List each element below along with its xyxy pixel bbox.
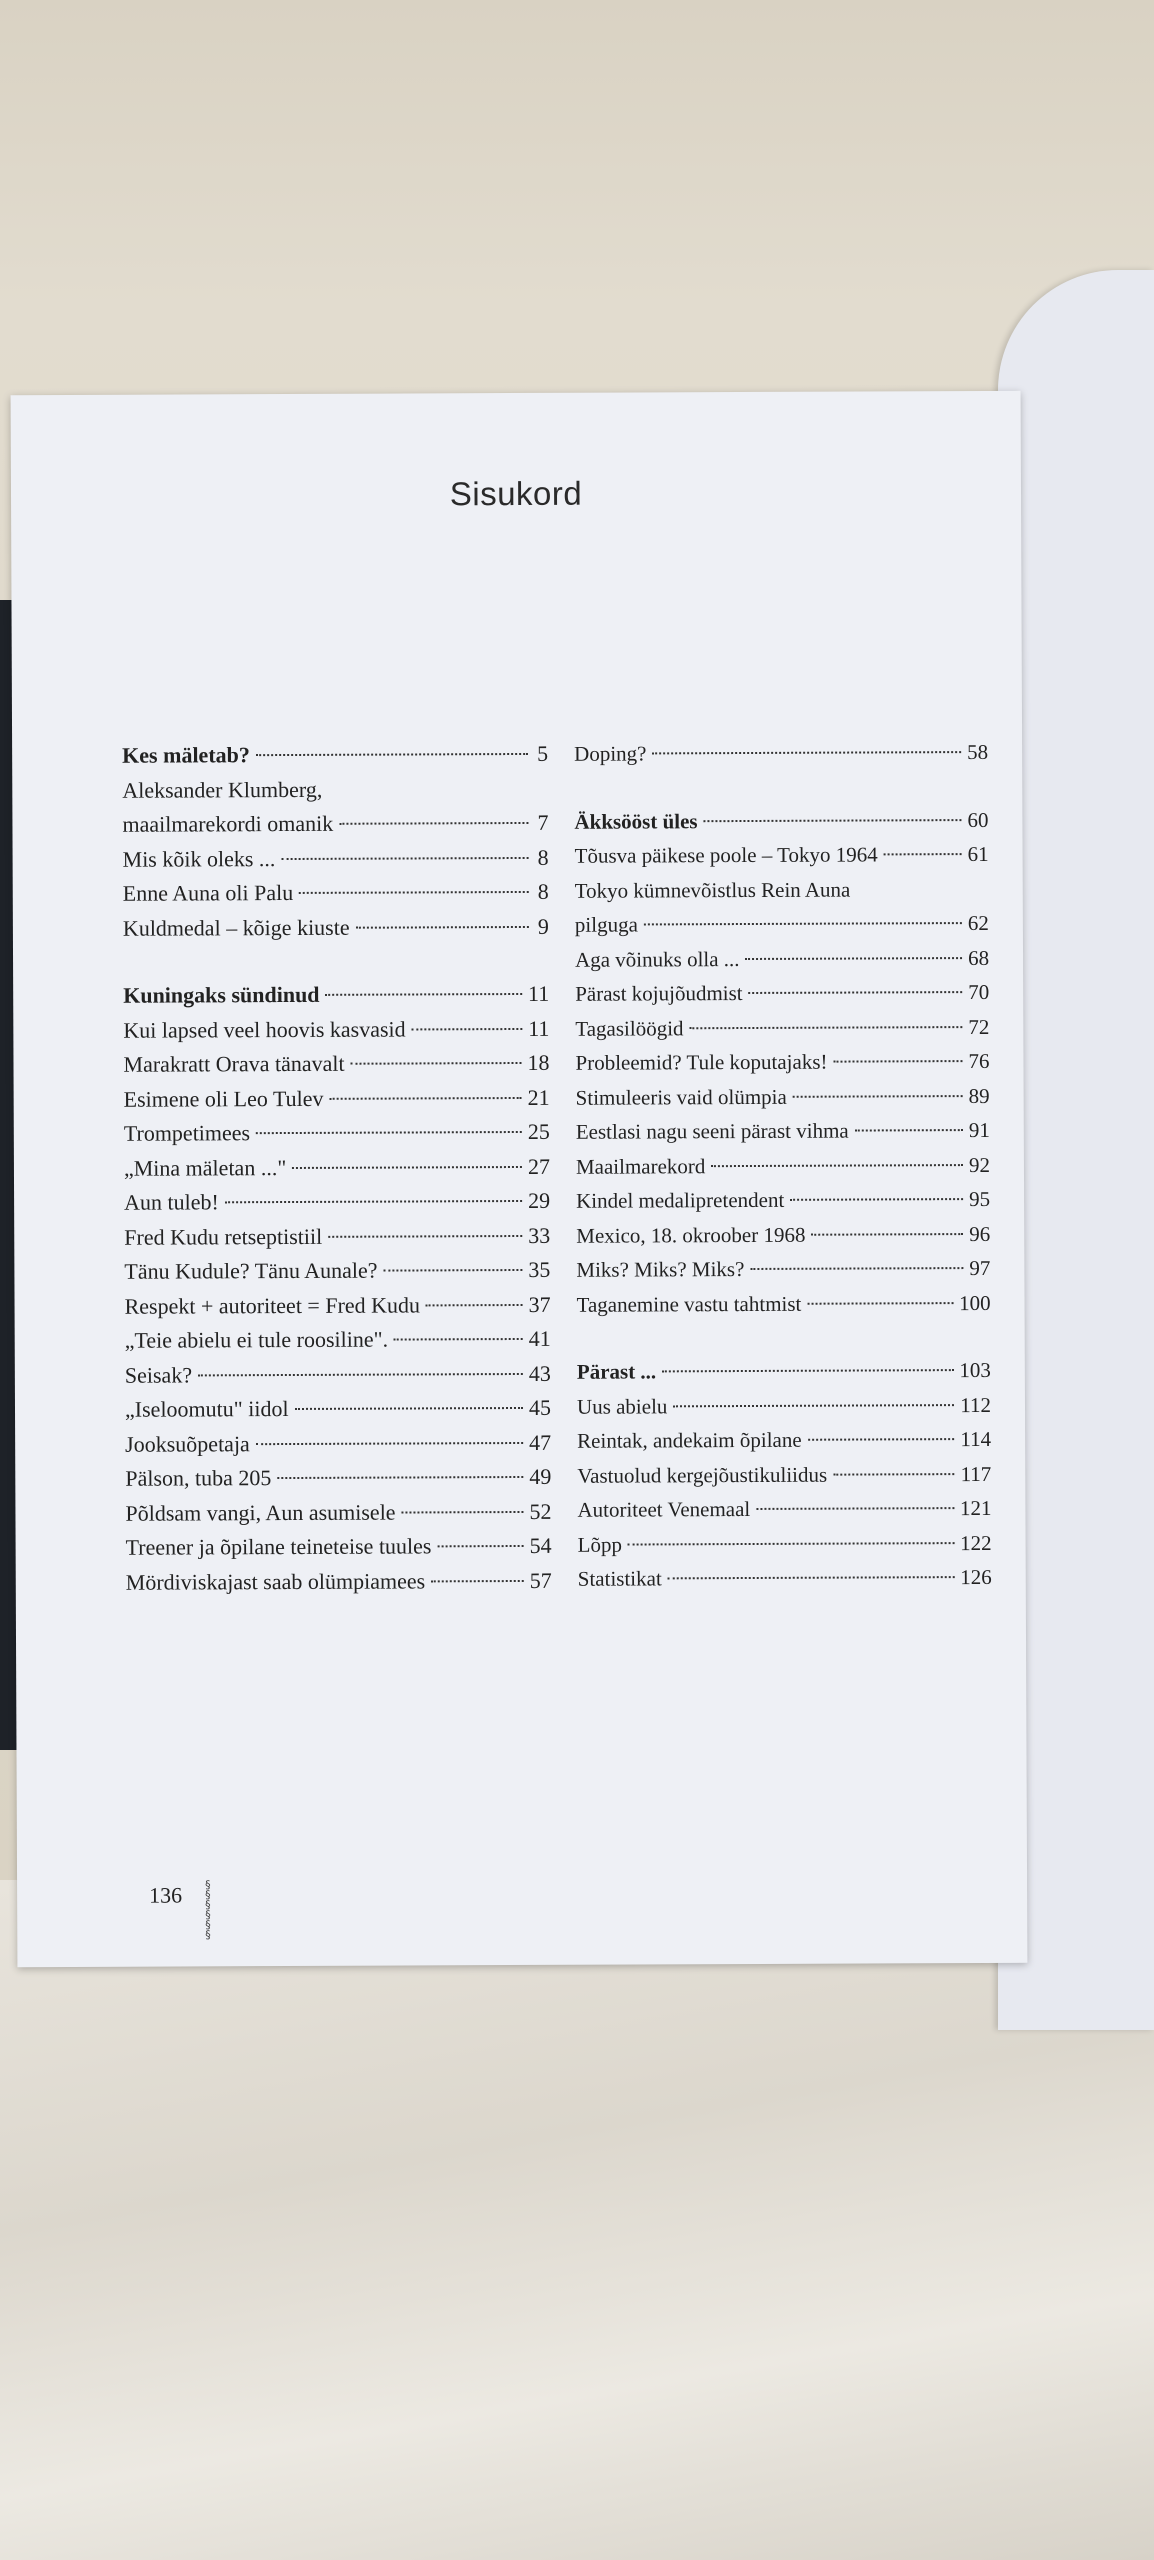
toc-entry — [577, 1456, 991, 1492]
toc-entry — [123, 1011, 549, 1047]
toc-entry-page: 11 — [528, 1015, 550, 1041]
toc-entry-page: 52 — [529, 1498, 552, 1524]
dot-leader — [808, 1438, 955, 1441]
toc-entry-page: 18 — [527, 1049, 550, 1075]
dot-leader — [295, 1407, 523, 1410]
toc-entry-page: 57 — [529, 1567, 552, 1593]
dot-leader — [711, 1164, 963, 1167]
dot-leader — [225, 1200, 522, 1203]
toc-entry-page: 112 — [960, 1392, 992, 1417]
toc-entry — [125, 1460, 551, 1496]
toc-entry-title: Trompetimees — [123, 1120, 251, 1146]
toc-entry — [578, 1560, 992, 1596]
toc-entry-page: 62 — [967, 910, 989, 936]
toc-entry-title: „Mina mäletan ..." — [123, 1154, 287, 1181]
toc-entry — [577, 1491, 991, 1527]
toc-entry-page: 103 — [959, 1357, 991, 1383]
cloth-background — [0, 1880, 1154, 2560]
toc-entry-title: Kes mäletab? — [122, 742, 250, 768]
toc-entry-title: Miks? Miks? Miks? — [576, 1257, 745, 1282]
toc-entry — [575, 1009, 989, 1045]
toc-entry — [576, 1147, 990, 1183]
dot-leader — [644, 922, 962, 925]
toc-entry — [574, 735, 988, 771]
toc-entry-title: Mördiviskajast saab olümpiamees — [125, 1567, 426, 1595]
dot-leader — [690, 1026, 963, 1029]
toc-entry-title: Tokyo kümnevõistlus Rein Auna — [574, 877, 851, 903]
dot-leader — [328, 1234, 522, 1237]
toc-entry-page: 43 — [528, 1360, 551, 1386]
dot-leader — [749, 991, 963, 994]
dot-leader — [281, 856, 528, 859]
toc-entry — [125, 1494, 551, 1530]
toc-entry-page: 54 — [529, 1532, 552, 1558]
toc-entry — [125, 1356, 551, 1392]
dot-leader — [833, 1060, 962, 1063]
toc-entry-page: 97 — [969, 1255, 991, 1281]
toc-entry-title: Pärast kojujõudmist — [575, 981, 743, 1006]
toc-entry-title: Respekt + autoriteet = Fred Kudu — [124, 1291, 421, 1319]
toc-entry-title: Põldsam vangi, Aun asumisele — [125, 1499, 396, 1526]
dot-leader — [793, 1095, 963, 1098]
dot-leader — [431, 1579, 524, 1581]
toc-entry-title: Seisak? — [124, 1361, 193, 1388]
toc-entry-page: 89 — [968, 1083, 990, 1108]
toc-entry-title: Kuningaks sündinud — [123, 981, 320, 1008]
toc-entry-title: Tänu Kudule? Tänu Aunale? — [124, 1257, 378, 1284]
toc-entry — [124, 1218, 550, 1254]
toc-entry-title: Doping? — [574, 741, 647, 766]
toc-entry-title: Enne Auna oli Palu — [122, 879, 294, 906]
toc-entry-page: 5 — [537, 740, 549, 766]
toc-entry-title: Aga võinuks olla ... — [574, 946, 740, 972]
toc-entry — [576, 1113, 990, 1149]
toc-entry-page: 8 — [537, 844, 549, 870]
toc-entry — [576, 1078, 990, 1114]
toc-entry — [122, 771, 548, 842]
dot-leader — [256, 1441, 523, 1444]
toc-entry-title: Vastuolud kergejõustikuliidus — [577, 1462, 828, 1488]
toc-entry — [123, 1046, 549, 1082]
dot-leader — [412, 1027, 523, 1029]
toc-entry — [124, 1115, 550, 1151]
toc-entry — [124, 1253, 550, 1289]
toc-entry — [576, 1216, 990, 1252]
toc-entry-page: 100 — [958, 1290, 991, 1315]
dot-leader — [790, 1198, 963, 1201]
toc-entry-page: 70 — [968, 979, 990, 1005]
toc-entry — [126, 1563, 552, 1599]
dot-leader — [807, 1302, 953, 1305]
toc-entry-page: 11 — [527, 980, 550, 1006]
toc-entry — [576, 1182, 990, 1218]
dot-leader — [746, 957, 963, 960]
toc-entry-page: 76 — [968, 1048, 990, 1074]
dot-leader — [299, 891, 529, 894]
toc-entry-page: 92 — [968, 1152, 990, 1177]
toc-entry — [122, 737, 548, 773]
toc-entry-title: Maailmarekord — [575, 1153, 706, 1179]
toc-entry-title: Eestlasi nagu seeni pärast vihma — [575, 1118, 849, 1144]
toc-entry — [576, 1285, 990, 1321]
toc-entry-page: 21 — [527, 1084, 550, 1110]
toc-entry-title: Taganemine vastu tahtmist — [576, 1291, 802, 1317]
toc-entry-title: Äkksööst üles — [574, 808, 698, 834]
toc-entry-title: Autoriteet Venemaal — [577, 1496, 751, 1522]
toc-entry-page: 122 — [960, 1530, 992, 1555]
toc-entry-title: Pälson, tuba 205 — [125, 1465, 272, 1491]
toc-entry-page: 68 — [967, 945, 990, 970]
toc-entry-page: 47 — [529, 1429, 552, 1455]
toc-entry — [577, 1422, 991, 1458]
dot-leader — [662, 1369, 953, 1372]
toc-entry — [574, 802, 988, 838]
toc-entry — [123, 977, 549, 1013]
toc-entry — [123, 875, 549, 911]
toc-entry-page: 33 — [528, 1222, 551, 1248]
dot-leader — [704, 819, 962, 822]
toc-entry-title: Kuldmedal – kõige kiuste — [122, 914, 350, 941]
toc-entry-page: 72 — [968, 1014, 990, 1039]
toc-entry — [577, 1353, 991, 1389]
toc-entry-page: 35 — [528, 1256, 551, 1282]
toc-entry-title: Stimuleeris vaid olümpia — [575, 1084, 787, 1110]
toc-entry — [125, 1391, 551, 1427]
dot-leader — [394, 1338, 523, 1341]
toc-entry-title: Treener ja õpilane teineteise tuules — [125, 1533, 432, 1560]
toc-entry — [575, 1044, 989, 1080]
dot-leader — [292, 1165, 522, 1168]
toc-entry-title: Kindel medalipretendent — [576, 1187, 785, 1213]
dot-leader — [426, 1303, 523, 1305]
toc-entry-title: Lõpp — [577, 1532, 622, 1557]
toc-entry-title: Pärast ... — [576, 1359, 657, 1384]
toc-entry — [125, 1425, 551, 1461]
toc-entry — [124, 1184, 550, 1220]
toc-entry — [575, 940, 989, 976]
toc-entry-title: Aleksander Klumberg, — [122, 776, 323, 803]
dot-leader — [356, 925, 529, 928]
toc-entry — [124, 1287, 550, 1323]
toc-entry-page: 29 — [528, 1187, 551, 1213]
toc-entry-title: „Teie abielu ei tule roosiline". — [124, 1326, 389, 1353]
toc-entry-page: 96 — [969, 1221, 991, 1246]
dot-leader — [351, 1062, 522, 1065]
dot-leader — [750, 1267, 963, 1270]
toc-entry-page: 61 — [967, 841, 989, 867]
dot-leader — [256, 1131, 522, 1134]
toc-entry — [123, 840, 549, 876]
toc-entry-title: Uus abielu — [576, 1393, 668, 1419]
toc-entry-page: 45 — [528, 1394, 552, 1420]
toc-entry — [575, 871, 989, 942]
toc-entry-page: 9 — [537, 913, 549, 939]
toc-entry-title: Reintak, andekaim õpilane — [577, 1427, 802, 1453]
page-number: 136 — [149, 1882, 183, 1908]
toc-entry-page: 58 — [967, 739, 989, 765]
toc-entry-title: Aun tuleb! — [124, 1189, 219, 1215]
toc-entry-page: 121 — [959, 1495, 992, 1521]
page-ornament — [205, 1880, 221, 1940]
toc-entry-page: 114 — [960, 1426, 992, 1452]
toc-entry — [125, 1322, 551, 1358]
toc-entry — [126, 1529, 552, 1565]
toc-entry-title: Marakratt Orava tänavalt — [123, 1050, 345, 1077]
toc-entry-title: Fred Kudu retseptistiil — [124, 1223, 323, 1250]
toc-entry — [123, 909, 549, 945]
toc-entry-page: 27 — [527, 1153, 550, 1179]
toc-entry-title: maailmarekordi omanik — [122, 810, 334, 837]
toc-entry-page: 49 — [529, 1463, 552, 1489]
toc-entry-title: Kui lapsed veel hoovis kasvasid — [123, 1015, 406, 1043]
dot-leader — [811, 1233, 963, 1236]
dot-leader — [884, 853, 962, 855]
toc-entry-page: 95 — [969, 1186, 991, 1212]
toc-entry-page: 117 — [960, 1461, 992, 1486]
toc-entry — [578, 1525, 992, 1561]
toc-entry-title: pilguga — [574, 912, 638, 937]
dot-leader — [277, 1476, 523, 1479]
toc-entry — [575, 837, 989, 873]
dot-leader — [256, 753, 528, 756]
page-title: Sisukord — [449, 474, 583, 513]
toc-right-column — [574, 735, 992, 1596]
toc-entry-title: Tõusva päikese poole – Tokyo 1964 — [574, 842, 878, 868]
toc-entry — [124, 1080, 550, 1116]
ornament-glyphs: §§§§§§ — [205, 1878, 211, 1942]
toc-entry-page: 25 — [527, 1118, 550, 1144]
toc-entry-title: Probleemid? Tule koputajaks! — [575, 1049, 828, 1075]
toc-entry-page: 60 — [967, 807, 989, 832]
dot-leader — [402, 1510, 524, 1513]
toc-entry-title: Tagasilöögid — [575, 1015, 684, 1041]
dot-leader — [652, 751, 961, 754]
dot-leader — [384, 1269, 523, 1272]
dot-leader — [855, 1129, 963, 1131]
toc-entry — [124, 1149, 550, 1185]
toc-left-column — [122, 737, 552, 1600]
dot-leader — [756, 1507, 954, 1510]
book-page — [11, 391, 1028, 1967]
toc-entry-page: 91 — [968, 1117, 990, 1143]
toc-entry-page: 37 — [528, 1291, 551, 1317]
dot-leader — [437, 1545, 523, 1547]
toc-entry-page: 7 — [537, 809, 549, 835]
toc-entry — [575, 975, 989, 1011]
toc-entry-title: Jooksuõpetaja — [125, 1430, 250, 1457]
dot-leader — [326, 993, 522, 996]
toc-entry-page: 126 — [960, 1564, 992, 1590]
toc-entry — [576, 1251, 990, 1287]
dot-leader — [668, 1576, 955, 1579]
toc-entry-title: „Iseloomutu" iidol — [124, 1396, 289, 1422]
toc-entry-title: Mis kõik oleks ... — [122, 845, 276, 872]
dot-leader — [673, 1404, 954, 1407]
dot-leader — [198, 1372, 523, 1375]
toc-entry-title: Esimene oli Leo Tulev — [123, 1085, 324, 1112]
dot-leader — [329, 1096, 521, 1099]
toc-entry-title: Statistikat — [577, 1566, 662, 1591]
toc-entry-page: 8 — [537, 878, 549, 904]
toc-entry — [577, 1387, 991, 1423]
toc-entry-title: Mexico, 18. okroober 1968 — [576, 1222, 806, 1248]
dot-leader — [833, 1473, 954, 1476]
dot-leader — [628, 1542, 954, 1545]
toc-entry-page: 41 — [528, 1325, 551, 1351]
dot-leader — [339, 822, 528, 825]
